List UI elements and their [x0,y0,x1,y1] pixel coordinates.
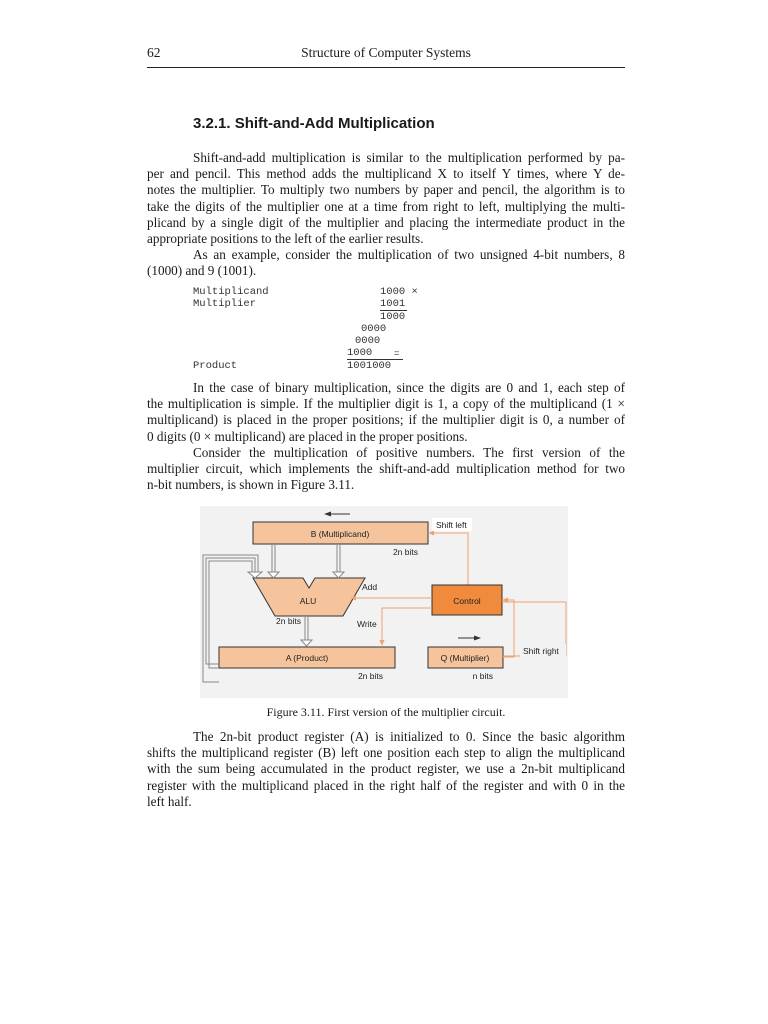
write-control-line [382,608,432,640]
multiplier-value: 1001 [380,298,406,310]
paragraph-line: In the case of binary multiplication, since the digits are 0 and 1, each step of [193,380,625,395]
paragraph-4 [147,445,625,494]
arrow-head [380,640,385,646]
bus-arrow [248,572,262,578]
shift-left-control-line [428,533,468,586]
paragraph-line: multiplicand) is placed in the proper positions; if the multiplier digit is 0, a number of [147,412,625,428]
arrow-head [324,512,331,517]
arrow-head [474,636,481,641]
product-register-label: A (Product) [285,653,329,663]
paragraph-line: register with the multiplicand placed in the right half of the register and with 0 in the [147,777,625,793]
multiplicand-bits-label: 2n bits [392,547,418,557]
paragraph-line: the multiplication is simple. If the multiplier digit is 1, a copy of the multiplicand (1 × [147,396,625,412]
multiplicand-label: Multiplicand [193,286,269,298]
paragraph-line: n-bit numbers, is shown in Figure 3.11. [147,477,355,493]
shift-left-label: Shift left [436,520,467,530]
partial-product: 1000 [347,347,373,359]
arrow-head [428,531,434,536]
paragraph-line: (1000) and 9 (1001). [147,263,257,279]
paragraph-line: Consider the multiplication of positive numbers. The first version of the [193,445,625,460]
paragraph-line: 0 digits (0 × multiplicand) are placed in the proper positions. [147,428,468,444]
paragraph-line: notes the multiplier. To multiply two numbers by paper and pencil, the algorithm is to [147,182,625,198]
running-title: Structure of Computer Systems [301,45,471,60]
multiplier-bits-label: n bits [472,671,493,681]
product-label: Product [193,360,238,372]
shift-right-label: Shift right [523,646,559,656]
write-label: Write [357,619,377,629]
paragraph-line: per and pencil. This method adds the multiplicand X to itself Y times, where Y de- [147,166,625,182]
alu-bits-label: 2n bits [276,616,302,626]
partial-product: 1000 [380,311,406,323]
paragraph-5 [147,729,625,810]
product-bits-label: 2n bits [357,671,383,681]
paragraph-line: The 2n-bit product register (A) is initialized to 0. Since the basic algorithm [193,729,625,744]
circuit-diagram [200,506,568,698]
running-head [147,42,625,66]
sum-sign: = [394,349,400,359]
paragraph-line: As an example, consider the multiplication of two unsigned 4-bit numbers, 8 [193,247,625,262]
control-label: Control [453,596,481,606]
paragraph-line: with the sum being accumulated in the product register, we use a 2n-bit multiplicand [147,761,625,777]
paragraph-1 [147,150,625,247]
bus-arrow [301,640,312,646]
multiplier-label: Multiplier [193,298,257,310]
partial-product: 0000 [355,335,381,347]
header-rule [147,67,625,68]
add-label: Add [362,582,378,592]
product-value: 1001000 [347,360,392,372]
bus-arrow [268,572,279,578]
paragraph-line: multiplier circuit, which implements the shift-and-add multiplication method for two [147,461,625,477]
paragraph-line: plicand by a single digit of the multiplier and placing the intermediate product in the [147,214,625,230]
paragraph-line: left half. [147,793,192,809]
paragraph-line: shifts the multiplicand register (B) left one position each step to align the multiplicand [147,745,625,761]
multiplicand-register-label: B (Multiplicand) [310,529,370,539]
section-heading: 3.2.1. Shift-and-Add Multiplication [193,115,435,132]
multiplication-example [193,286,433,376]
paragraph-2 [147,247,625,279]
figure-caption: Figure 3.11. First version of the multiplier circuit. [266,705,506,719]
multiplicand-value: 1000 × [380,286,418,298]
paragraph-3 [147,380,625,445]
paragraph-line: appropriate positions to the left of the earlier results. [147,230,424,246]
multiplier-circuit-figure [200,506,568,698]
paragraph-line: take the digits of the multiplier one at a time from right to left, multiplying the multi- [147,198,625,214]
partial-product: 0000 [361,323,387,335]
multiplier-register-label: Q (Multiplier) [440,653,490,663]
page-number: 62 [147,45,161,60]
multiplier-status-line [502,600,514,657]
paragraph-line: Shift-and-add multiplication is similar to the multiplication performed by pa- [193,150,625,165]
bus-arrow [333,572,344,578]
alu-label: ALU [299,596,317,606]
